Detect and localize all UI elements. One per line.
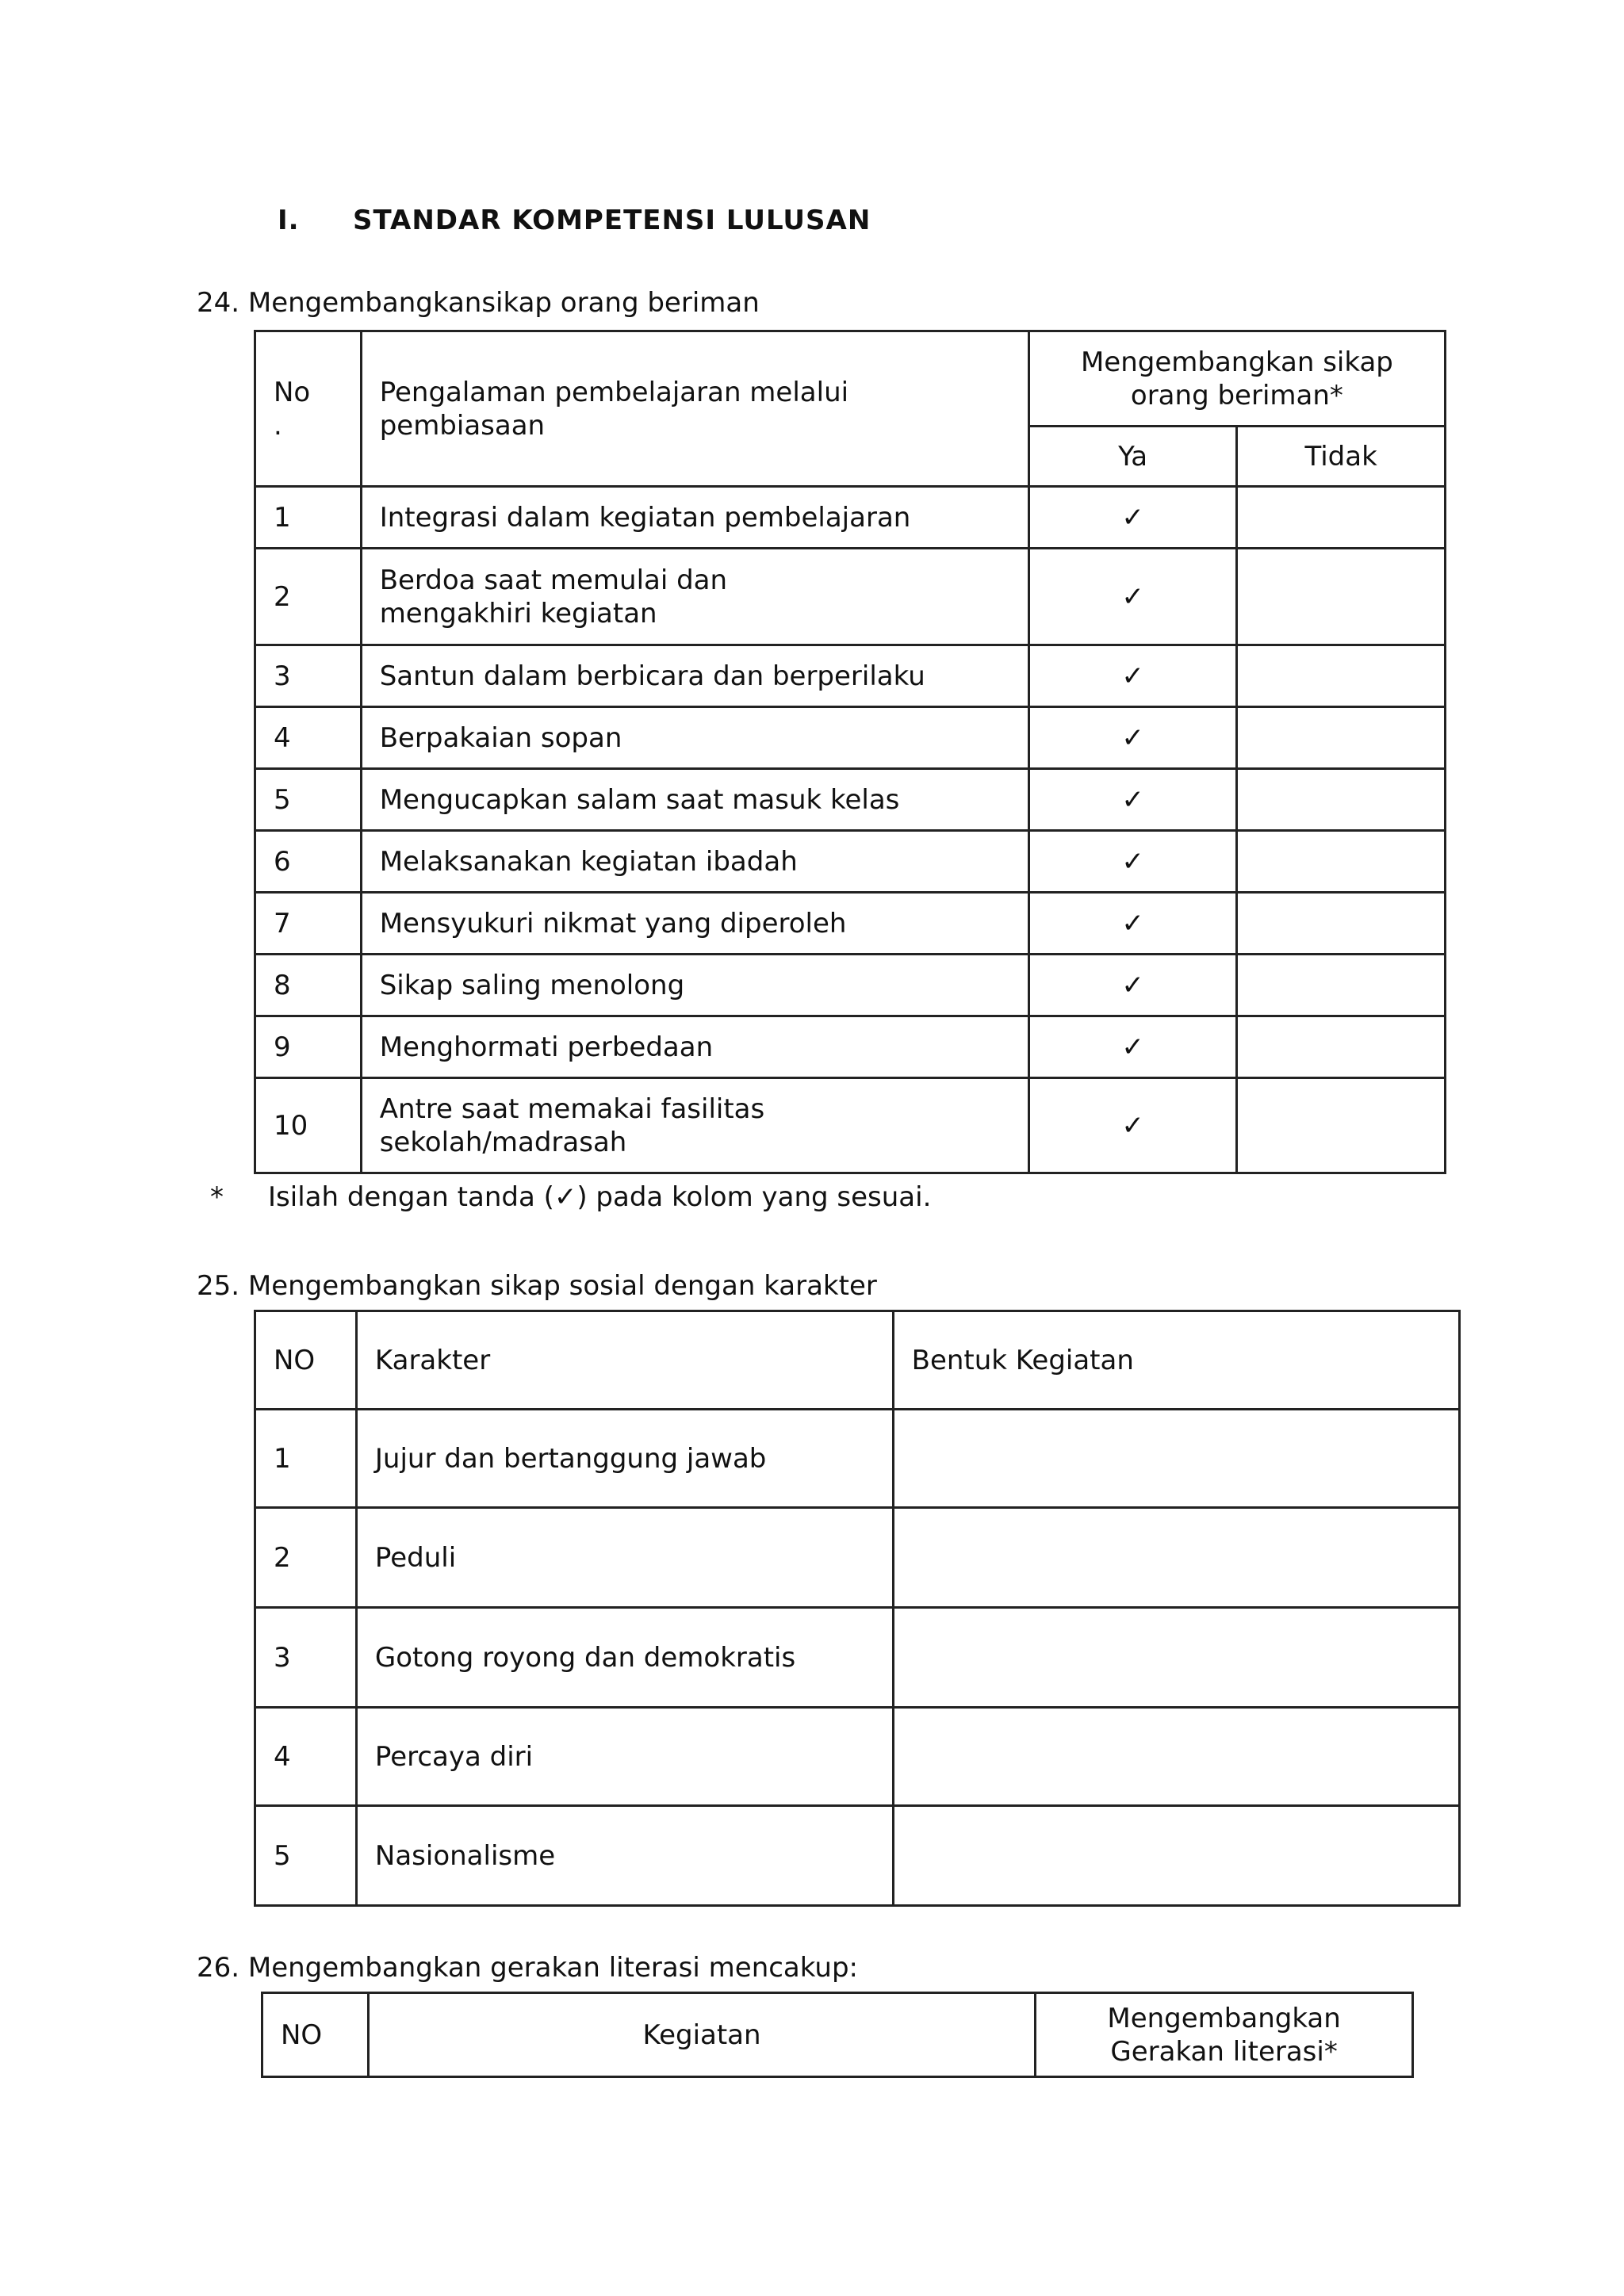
q24-row-text: Mensyukuri nikmat yang diperoleh <box>361 893 1028 955</box>
q26-title: 26. Mengembangkan gerakan literasi mencakup: <box>197 1952 858 1984</box>
q24-row-ya-check: ✓ <box>1028 1078 1237 1173</box>
q26-header-no: NO <box>262 1993 369 2077</box>
q24-row-text: Berdoa saat memulai dan mengakhiri kegiatan <box>361 549 1028 645</box>
q24-row-no: 9 <box>255 1016 362 1078</box>
q24-row-text: Menghormati perbedaan <box>361 1016 1028 1078</box>
q24-row-no: 8 <box>255 955 362 1016</box>
q24-row-text: Integrasi dalam kegiatan pembelajaran <box>361 487 1028 549</box>
q25-row-karakter: Gotong royong dan demokratis <box>356 1608 893 1708</box>
q24-footnote-mark: * <box>210 1181 224 1213</box>
q24-header-pengalaman: Pengalaman pembelajaran melalui pembiasaan <box>361 331 1028 487</box>
q24-row-text: Antre saat memakai fasilitas sekolah/madrasah <box>361 1078 1028 1173</box>
q24-row-text: Santun dalam berbicara dan berperilaku <box>361 645 1028 707</box>
q24-row-tidak <box>1237 707 1446 769</box>
q24-table <box>254 330 1446 1174</box>
q24-row-tidak <box>1237 549 1446 645</box>
q24-row-ya-check: ✓ <box>1028 487 1237 549</box>
q24-row-tidak <box>1237 645 1446 707</box>
q26-header-kegiatan: Kegiatan <box>368 1993 1035 2077</box>
q24-row-no: 1 <box>255 487 362 549</box>
q24-row-no: 6 <box>255 831 362 893</box>
q25-row-karakter: Peduli <box>356 1508 893 1608</box>
q24-row-text: Melaksanakan kegiatan ibadah <box>361 831 1028 893</box>
q24-row-ya-check: ✓ <box>1028 831 1237 893</box>
q24-row-text: Berpakaian sopan <box>361 707 1028 769</box>
section-number: I. <box>278 205 300 236</box>
q24-row-tidak <box>1237 487 1446 549</box>
q25-row-karakter: Nasionalisme <box>356 1806 893 1906</box>
q24-row-text: Sikap saling menolong <box>361 955 1028 1016</box>
q24-row-no: 2 <box>255 549 362 645</box>
q25-row-bentuk <box>893 1708 1459 1806</box>
q24-row-tidak <box>1237 831 1446 893</box>
q24-row-ya-check: ✓ <box>1028 893 1237 955</box>
q24-footnote: Isilah dengan tanda (✓) pada kolom yang sesuai. <box>268 1181 932 1213</box>
q24-header-group: Mengembangkan sikap orang beriman* <box>1028 331 1445 427</box>
q25-row-no: 4 <box>255 1708 357 1806</box>
q26-header-group: Mengembangkan Gerakan literasi* <box>1036 1993 1413 2077</box>
q25-header-karakter: Karakter <box>356 1311 893 1410</box>
q25-table <box>254 1310 1461 1907</box>
q24-row-no: 7 <box>255 893 362 955</box>
q25-row-bentuk <box>893 1608 1459 1708</box>
q24-header-tidak: Tidak <box>1237 427 1446 487</box>
q24-row-ya-check: ✓ <box>1028 707 1237 769</box>
q24-header-no: No . <box>255 331 362 487</box>
q24-header-ya: Ya <box>1028 427 1237 487</box>
q24-row-tidak <box>1237 893 1446 955</box>
q25-row-no: 2 <box>255 1508 357 1608</box>
q24-row-no: 4 <box>255 707 362 769</box>
q25-row-no: 5 <box>255 1806 357 1906</box>
q24-row-no: 5 <box>255 769 362 831</box>
q24-row-no: 3 <box>255 645 362 707</box>
q25-row-karakter: Percaya diri <box>356 1708 893 1806</box>
q24-row-tidak <box>1237 1078 1446 1173</box>
q24-row-no: 10 <box>255 1078 362 1173</box>
q24-row-tidak <box>1237 769 1446 831</box>
q25-header-bentuk: Bentuk Kegiatan <box>893 1311 1459 1410</box>
q26-table <box>261 1992 1414 2078</box>
q25-title: 25. Mengembangkan sikap sosial dengan karakter <box>197 1270 877 1302</box>
q24-row-ya-check: ✓ <box>1028 769 1237 831</box>
q24-row-ya-check: ✓ <box>1028 549 1237 645</box>
q24-row-ya-check: ✓ <box>1028 645 1237 707</box>
q25-header-no: NO <box>255 1311 357 1410</box>
q24-row-text: Mengucapkan salam saat masuk kelas <box>361 769 1028 831</box>
section-title: STANDAR KOMPETENSI LULUSAN <box>353 205 871 236</box>
q25-row-no: 3 <box>255 1608 357 1708</box>
q24-row-tidak <box>1237 1016 1446 1078</box>
q25-row-bentuk <box>893 1508 1459 1608</box>
q25-row-no: 1 <box>255 1410 357 1508</box>
q24-title: 24. Mengembangkansikap orang beriman <box>197 287 760 319</box>
q24-row-tidak <box>1237 955 1446 1016</box>
q25-row-bentuk <box>893 1410 1459 1508</box>
q24-row-ya-check: ✓ <box>1028 955 1237 1016</box>
q24-row-ya-check: ✓ <box>1028 1016 1237 1078</box>
q25-row-bentuk <box>893 1806 1459 1906</box>
q25-row-karakter: Jujur dan bertanggung jawab <box>356 1410 893 1508</box>
